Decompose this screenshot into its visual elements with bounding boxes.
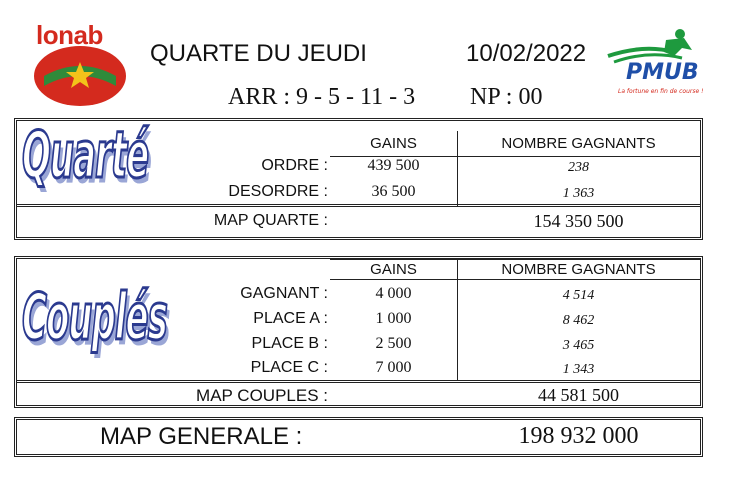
row-winners: 1 343	[562, 362, 595, 377]
row-label: GAGNANT :	[240, 285, 328, 302]
map-generale-label: MAP GENERALE :	[100, 423, 303, 450]
row-winners: 4 514	[562, 288, 595, 303]
quarte-map-divider	[17, 204, 700, 207]
row-winners: 1 363	[562, 186, 595, 201]
row-winners: 3 465	[562, 338, 595, 353]
map-couples-label: MAP COUPLES :	[196, 386, 328, 405]
couples-gains-header: GAINS	[370, 261, 417, 278]
map-quarte-value: 154 350 500	[533, 211, 624, 231]
couples-winners-header: NOMBRE GAGNANTS	[501, 261, 656, 278]
row-label: PLACE B :	[251, 335, 328, 352]
row-winners: 238	[568, 160, 589, 175]
page-title: QUARTE DU JEUDI	[150, 40, 367, 67]
row-gain: 4 000	[375, 285, 412, 302]
pmub-logo	[604, 26, 704, 102]
couples-header-line	[330, 279, 700, 280]
row-gain: 7 000	[375, 359, 412, 376]
map-couples-value: 44 581 500	[538, 385, 619, 405]
row-label: PLACE A :	[253, 310, 328, 327]
couples-top-line	[330, 259, 700, 260]
row-label: DESORDRE :	[228, 183, 328, 200]
map-generale-value: 198 932 000	[518, 423, 639, 449]
non-partants: NP : 00	[470, 84, 543, 110]
row-label: PLACE C :	[250, 359, 328, 376]
row-winners: 8 462	[562, 313, 595, 328]
quarte-winners-header: NOMBRE GAGNANTS	[501, 135, 656, 152]
couples-stamp: Couplés	[22, 280, 167, 356]
quarte-stamp: Quarté	[22, 118, 149, 194]
row-gain: 36 500	[371, 183, 416, 200]
pmub-logo-text: PMUB	[626, 60, 699, 85]
lonab-logo	[30, 18, 130, 108]
pmub-slogan: La fortune en fin de course !	[618, 88, 704, 95]
race-date: 10/02/2022	[466, 40, 587, 67]
arrival-order: ARR : 9 - 5 - 11 - 3	[228, 84, 416, 110]
row-label: ORDRE :	[261, 157, 328, 174]
quarte-gains-header: GAINS	[370, 135, 417, 152]
map-quarte-label: MAP QUARTE :	[213, 212, 328, 229]
row-gain: 2 500	[375, 335, 412, 352]
row-gain: 439 500	[367, 157, 420, 174]
lonab-logo-text: lonab	[36, 20, 103, 50]
row-gain: 1 000	[375, 310, 412, 327]
couples-map-divider	[17, 380, 700, 383]
